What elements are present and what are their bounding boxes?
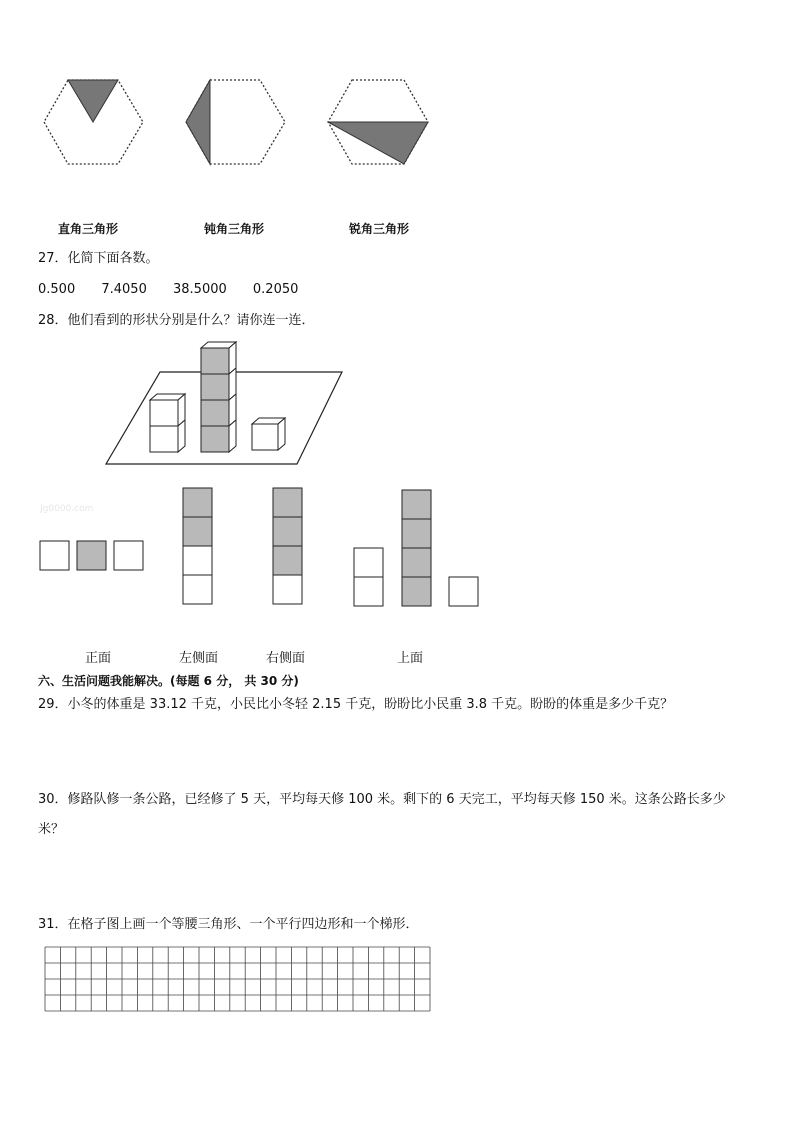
q27-number-2: 7.4050 <box>101 282 147 297</box>
section-6-heading: 六、生活问题我能解决。(每题 6 分， 共 30 分) <box>38 674 299 688</box>
view-option-left-side <box>183 488 212 604</box>
q27-number-4: 0.2050 <box>252 282 299 297</box>
hexagon-label-2: 钝角三角形 <box>204 222 265 236</box>
view-option-right-side <box>273 488 302 604</box>
watermark: Jg0000.com <box>40 504 94 514</box>
question-27: 27．化简下面各数。 <box>38 251 159 266</box>
question-30-line-1: 30．修路队修一条公路，已经修了 5 天，平均每天修 100 米。剩下的 6 天完工，平均每天修 150 米。这条公路长多少 <box>38 792 726 807</box>
hexagon-label-3: 锐角三角形 <box>349 222 410 236</box>
view-label-front: 正面 <box>85 651 112 666</box>
q27-number-1: 0.500 <box>38 282 76 297</box>
left-cube-stack <box>150 394 185 452</box>
view-label-top: 上面 <box>397 651 424 666</box>
middle-cube-stack <box>201 342 236 452</box>
view-option-top <box>354 490 478 606</box>
view-label-left: 左侧面 <box>179 651 219 666</box>
view-label-right: 右侧面 <box>266 651 306 666</box>
question-30-line-2: 米？ <box>38 822 65 837</box>
hexagon-label-1: 直角三角形 <box>58 222 119 236</box>
question-29: 29．小冬的体重是 33.12 千克，小民比小冬轻 2.15 千克，盼盼比小民重 3.8 千克。盼盼的体重是多少千克？ <box>38 697 674 712</box>
q27-number-3: 38.5000 <box>173 282 227 297</box>
question-31: 31．在格子图上画一个等腰三角形、一个平行四边形和一个梯形． <box>38 917 419 932</box>
question-28: 28．他们看到的形状分别是什么？请你连一连． <box>38 313 315 328</box>
right-cube <box>252 418 285 450</box>
view-option-front <box>40 541 143 570</box>
